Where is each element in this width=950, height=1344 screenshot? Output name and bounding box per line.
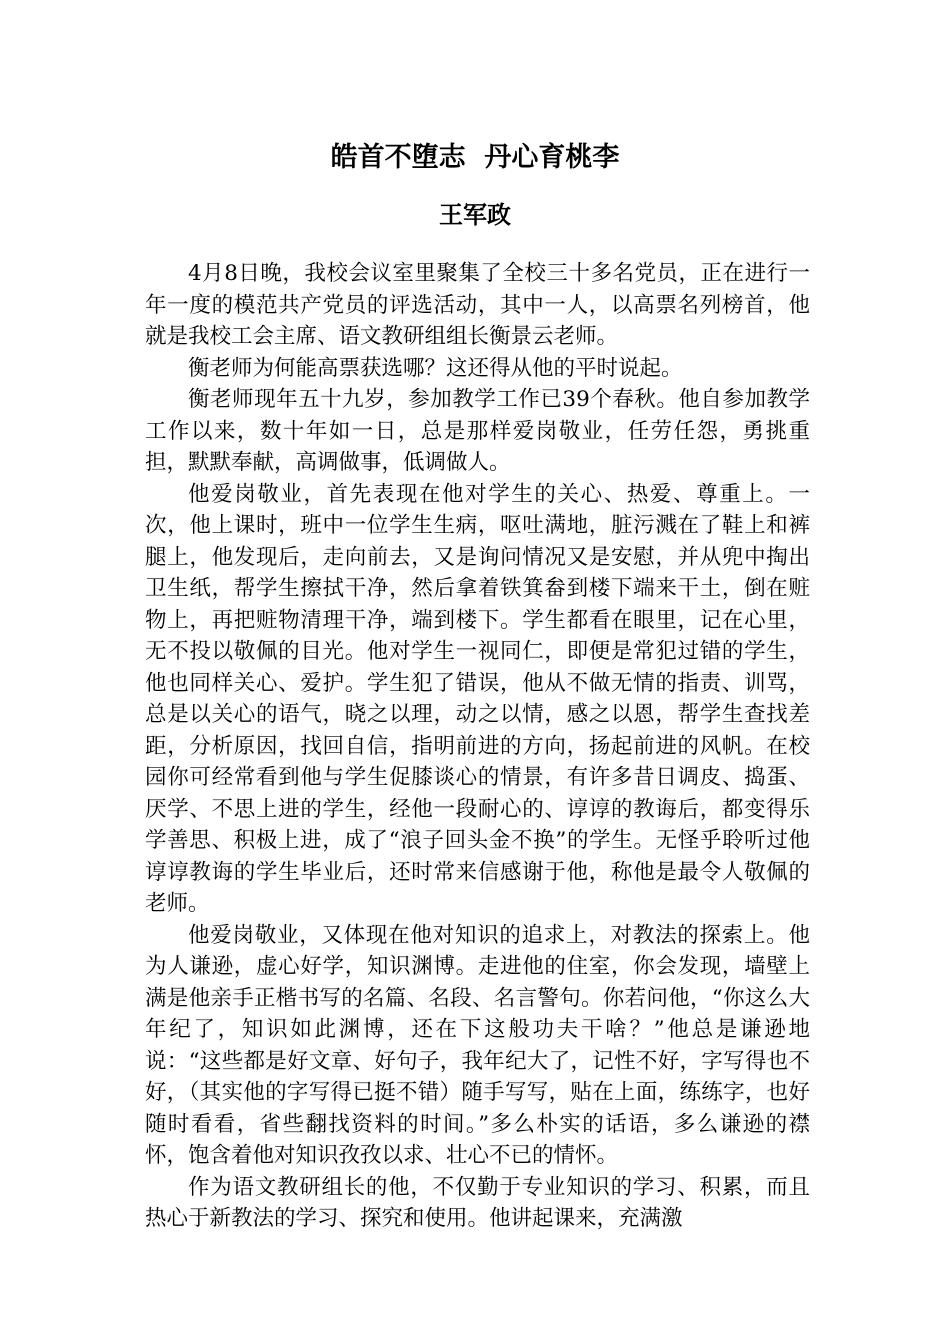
article-body — [145, 258, 810, 1235]
article-title: 皓首不堕志 丹心育桃李 — [330, 142, 620, 173]
paragraph: 4月8日晚，我校会议室里聚集了全校三十多名党员，正在进行一年一度的模范共产党员的评选活动，其中一人，以高票名列榜首，他就是我校工会主席、语文教研组组长衡景云老师。 — [145, 261, 810, 349]
paragraph: 衡老师为何能高票获选哪？这还得从他的平时说起。 — [188, 355, 683, 381]
article-author: 王军政 — [439, 201, 511, 229]
paragraph: 衡老师现年五十九岁，参加教学工作已39个春秋。他自参加教学工作以来，数十年如一日，总是那样爱岗敬业，任劳任怨，勇挑重担，默默奉献，高调做事，低调做人。 — [145, 387, 810, 475]
paragraph: 他爱岗敬业，首先表现在他对学生的关心、热爱、尊重上。一次，他上课时，班中一位学生生病，呕吐满地，脏污溅在了鞋上和裤腿上，他发现后，走向前去，又是询问情况又是安慰，并从兜中掏出卫生纸，帮学生擦拭干净，然后拿着铁箕畚到楼下端来干土，倒在赃物上，再把赃物清理干净，端到楼下。学生都看在眼里，记在心里，无不投以敬佩的目光。他对学生一视同仁，即便是常犯过错的学生，他也同样关心、爱护。学生犯了错误，他从不做无情的指责、训骂，总是以关心的语气，晓之以理，动之以情，感之以恩，帮学生查找差距，分析原因，找回自信，指明前进的方向，扬起前进的风帆。在校园你可经常看到他与学生促膝谈心的情景，有许多昔日调皮、捣蛋、厌学、不思上进的学生，经他一段耐心的、谆谆的教诲后，都变得乐学善思、积极上进，成了“浪子回头金不换”的学生。无怪乎聆听过他谆谆教诲的学生毕业后，还时常来信感谢于他，称他是最令人敬佩的老师。 — [145, 481, 810, 916]
paragraph: 作为语文教研组长的他，不仅勤于专业知识的学习、积累，而且热心于新教法的学习、探究和使用。他讲起课来，充满激 — [145, 1174, 810, 1231]
paragraph: 他爱岗敬业，又体现在他对知识的追求上，对教法的探索上。他为人谦逊，虚心好学，知识渊博。走进他的住室，你会发现，墙壁上满是他亲手正楷书写的名篇、名段、名言警句。你若问他，“你这么大年纪了，知识如此渊博，还在下这般功夫干啥？”他总是谦逊地说：“这些都是好文章、好句子，我年纪大了，记性不好，字写得也不好，（其实他的字写得已挺不错）随手写写，贴在上面，练练字，也好随时看看，省些翻找资料的时间。”多么朴实的话语，多么谦逊的襟怀，饱含着他对知识孜孜以求、壮心不已的情怀。 — [145, 922, 810, 1168]
